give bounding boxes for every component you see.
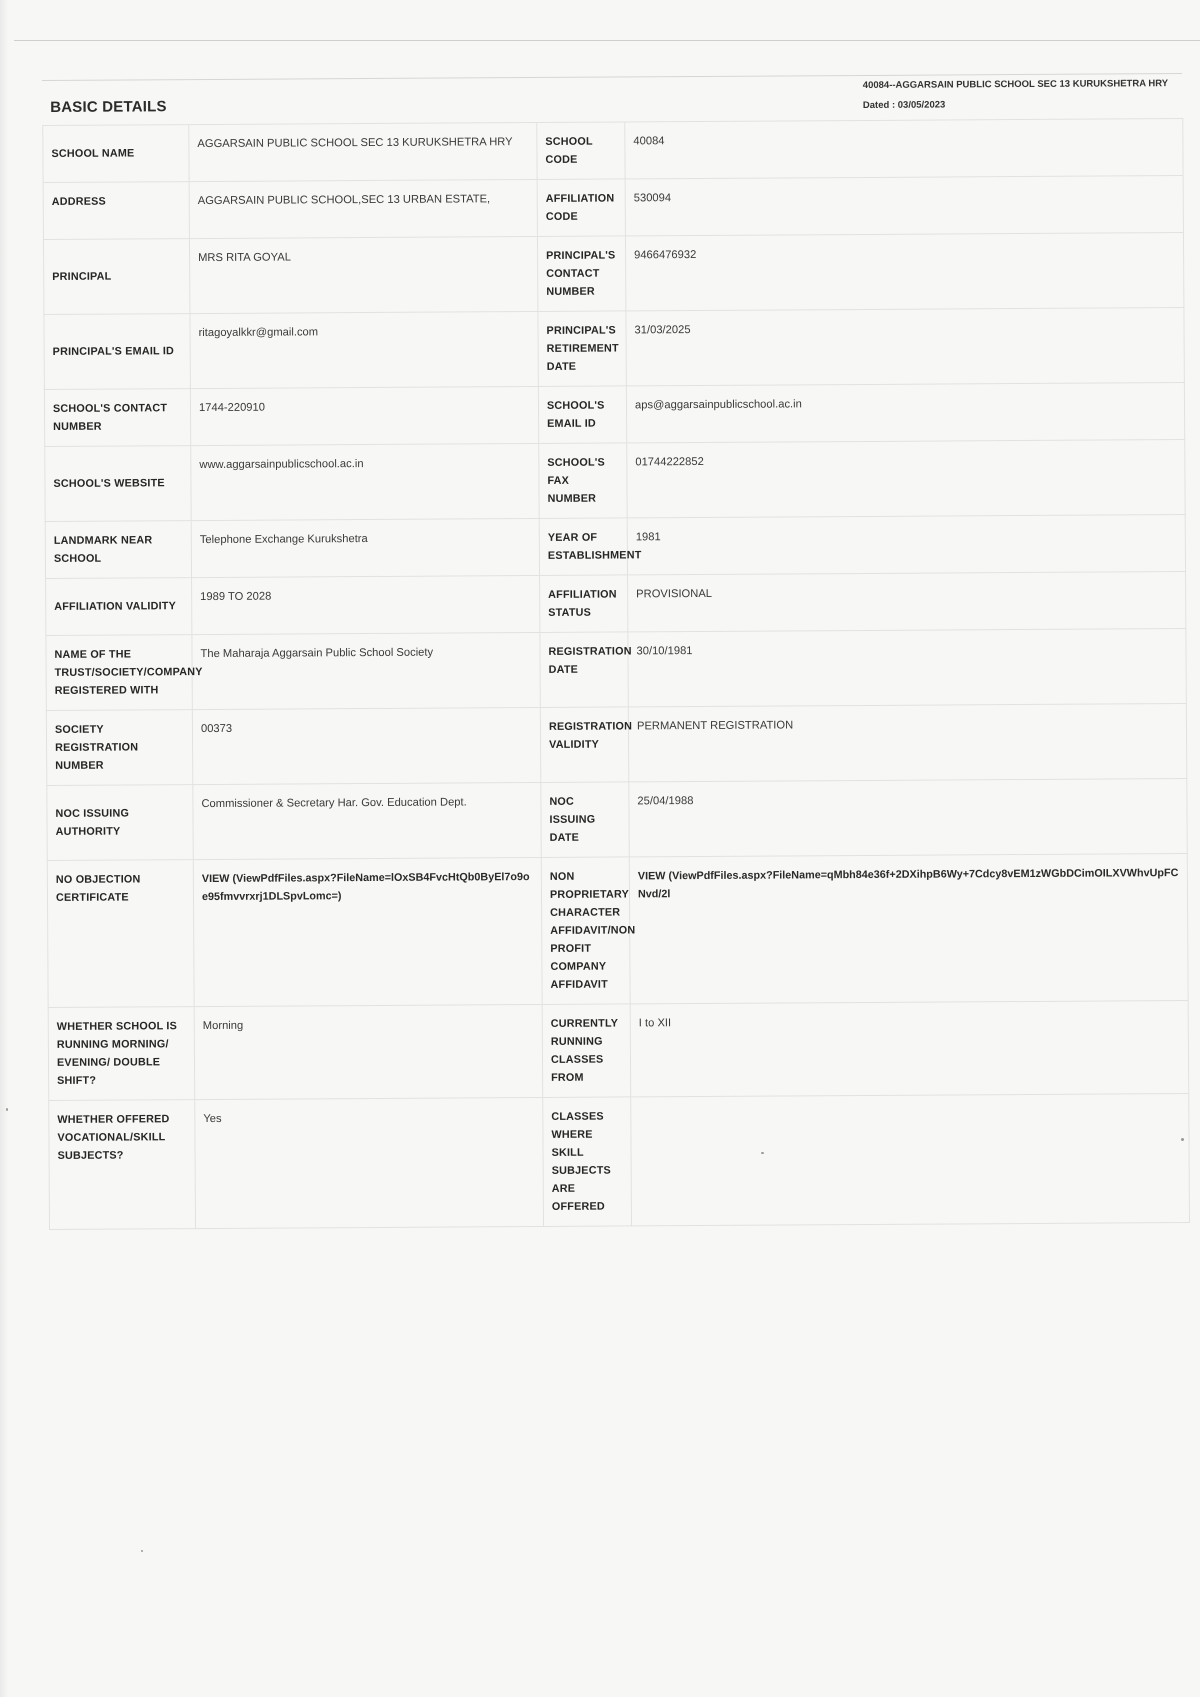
reference-block — [863, 74, 1169, 116]
field-label: SCHOOL'S WEBSITE — [45, 446, 191, 522]
field-label: PRINCIPAL'S EMAIL ID — [44, 314, 190, 390]
table-row — [48, 1001, 1189, 1101]
basic-details-table — [42, 118, 1190, 1230]
field-value: MRS RITA GOYAL — [189, 236, 537, 313]
field-value: 1981 — [627, 515, 1185, 575]
field-value: I to XII — [630, 1001, 1189, 1097]
dated-line — [863, 94, 1168, 116]
field-label: PRINCIPAL'S CONTACT NUMBER — [537, 236, 625, 312]
field-value: 31/03/2025 — [626, 308, 1184, 386]
field-value: PROVISIONAL — [628, 572, 1186, 632]
field-label: NOC ISSUING DATE — [541, 782, 629, 858]
field-label: YEAR OF ESTABLISHMENT — [539, 518, 627, 576]
field-label: PRINCIPAL — [43, 239, 189, 315]
field-label: SCHOOL CODE — [537, 122, 625, 180]
field-value: PERMANENT REGISTRATION — [628, 704, 1186, 782]
field-value: The Maharaja Aggarsain Public School Society — [192, 632, 540, 709]
field-label: SOCIETY REGISTRATION NUMBER — [46, 710, 192, 786]
table-row — [46, 704, 1186, 786]
field-value: 1989 TO 2028 — [192, 575, 540, 634]
field-value: 40084 — [625, 119, 1183, 179]
field-value: 00373 — [192, 707, 540, 784]
field-value: 1744-220910 — [190, 386, 538, 445]
field-value — [631, 1094, 1190, 1226]
field-value: aps@aggarsainpublicschool.ac.in — [626, 383, 1184, 443]
field-label: ADDRESS — [43, 182, 189, 240]
field-label: CURRENTLY RUNNING CLASSES FROM — [542, 1004, 631, 1098]
field-value: Morning — [194, 1004, 543, 1099]
school-reference-line: 40084--AGGARSAIN PUBLIC SCHOOL SEC 13 KURUKSHETRA HRY — [862, 78, 1169, 91]
scan-speck — [141, 1550, 143, 1552]
field-label: SCHOOL NAME — [43, 125, 189, 183]
dated-value: 03/05/2023 — [897, 99, 946, 111]
field-label: AFFILIATION CODE — [537, 179, 625, 237]
field-label: AFFILIATION VALIDITY — [46, 578, 192, 636]
table-row — [49, 1094, 1190, 1230]
field-value: 9466476932 — [625, 233, 1183, 311]
field-label: REGISTRATION VALIDITY — [540, 707, 628, 783]
table-row — [45, 440, 1185, 522]
field-label: SCHOOL'S FAX NUMBER — [539, 443, 627, 519]
table-row — [43, 233, 1183, 315]
scan-speck — [1181, 1138, 1184, 1141]
field-label: NOC ISSUING AUTHORITY — [47, 785, 193, 861]
field-value: www.aggarsainpublicschool.ac.in — [191, 443, 539, 520]
table-row — [44, 383, 1184, 447]
table-row — [43, 119, 1183, 183]
field-label: LANDMARK NEAR SCHOOL — [45, 521, 191, 579]
field-value: Yes — [195, 1097, 544, 1228]
field-label: REGISTRATION DATE — [540, 632, 628, 708]
field-label: NAME OF THE TRUST/SOCIETY/COMPANY REGISTERED WITH — [46, 635, 192, 711]
scan-speck — [761, 1152, 764, 1154]
scan-speck — [6, 1108, 8, 1111]
field-value: 25/04/1988 — [629, 779, 1187, 857]
document-page — [42, 73, 1189, 1230]
affidavit-view-link[interactable]: VIEW (ViewPdfFiles.aspx?FileName=qMbh84e36f+2DXihpB6Wy+7Cdcy8vEM1zWGbDCimOILXVWhvUpFCNvd/2l — [629, 854, 1188, 1004]
table-row — [47, 779, 1187, 861]
section-title: BASIC DETAILS — [50, 98, 167, 116]
field-label: CLASSES WHERE SKILL SUBJECTS ARE OFFERED — [543, 1097, 632, 1227]
field-value: AGGARSAIN PUBLIC SCHOOL,SEC 13 URBAN ESTATE, — [189, 179, 537, 238]
field-value: Telephone Exchange Kurukshetra — [191, 518, 539, 577]
dated-label: Dated : — [862, 99, 896, 111]
field-label: PRINCIPAL'S RETIREMENT DATE — [538, 311, 626, 387]
field-label: WHETHER OFFERED VOCATIONAL/SKILL SUBJECTS? — [49, 1100, 196, 1230]
field-label: WHETHER SCHOOL IS RUNNING MORNING/ EVENING/ DOUBLE SHIFT? — [48, 1007, 195, 1101]
field-value: ritagoyalkkr@gmail.com — [190, 311, 538, 388]
field-value: 30/10/1981 — [628, 629, 1186, 707]
field-label: SCHOOL'S CONTACT NUMBER — [44, 389, 190, 447]
field-value: AGGARSAIN PUBLIC SCHOOL SEC 13 KURUKSHETRA HRY — [189, 122, 537, 181]
field-label: NON PROPRIETARY CHARACTER AFFIDAVIT/NON PROFIT COMPANY AFFIDAVIT — [541, 857, 630, 1005]
table-row — [46, 629, 1186, 711]
table-row — [43, 176, 1183, 240]
table-row — [44, 308, 1184, 390]
table-row — [45, 515, 1185, 579]
noc-view-link[interactable]: VIEW (ViewPdfFiles.aspx?FileName=lOxSB4FvcHtQb0ByEl7o9oe95fmvvrxrj1DLSpvLomc=) — [193, 857, 542, 1006]
table-row — [47, 854, 1188, 1008]
scan-left-edge — [0, 0, 8, 1697]
field-label: NO OBJECTION CERTIFICATE — [47, 860, 194, 1008]
field-value: 530094 — [625, 176, 1183, 236]
field-value: Commissioner & Secretary Har. Gov. Education Dept. — [193, 782, 541, 859]
table-row — [46, 572, 1186, 636]
field-label: AFFILIATION STATUS — [540, 575, 628, 633]
field-value: 01744222852 — [627, 440, 1185, 518]
scan-top-line — [14, 40, 1200, 41]
field-label: SCHOOL'S EMAIL ID — [538, 386, 626, 444]
document-header — [42, 73, 1182, 125]
